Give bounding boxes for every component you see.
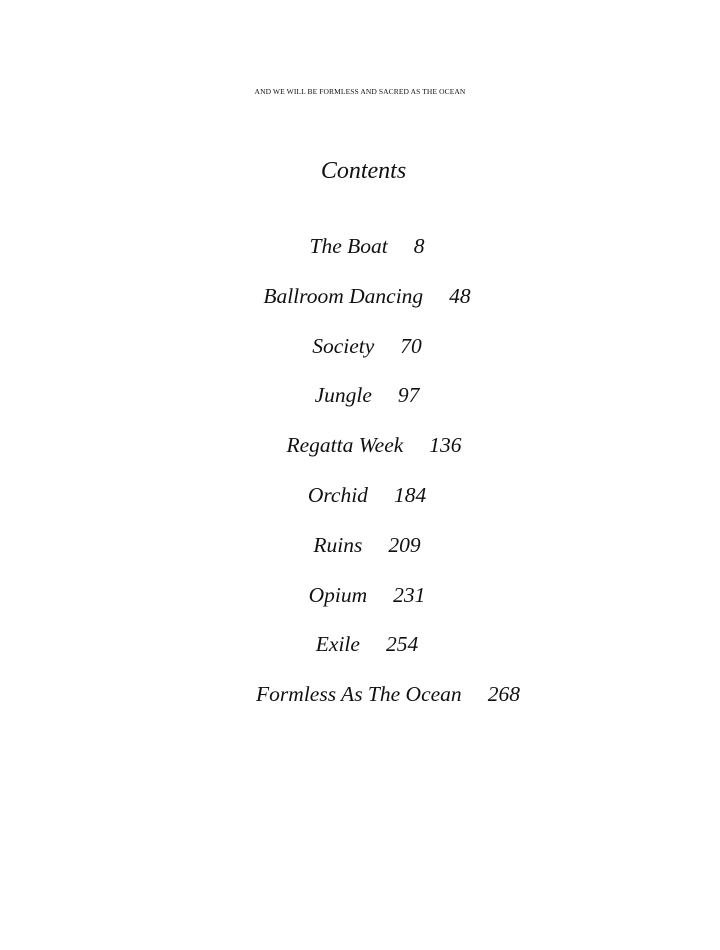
toc-entry: [0, 483, 720, 533]
toc-entry-title: Regatta Week: [286, 433, 404, 458]
toc-entry-page: 48: [449, 283, 471, 308]
toc-entry: [0, 682, 720, 732]
toc-entry-title: Orchid: [307, 482, 368, 507]
toc-entry: [0, 234, 720, 284]
toc-entry: [0, 583, 720, 633]
toc-entry: [0, 533, 720, 583]
toc-entry-page: 268: [487, 682, 520, 707]
toc-entry: [0, 284, 720, 334]
toc-entry: [0, 383, 720, 433]
toc-entry-title: Formless As The Ocean: [256, 682, 462, 707]
toc-entry-page: 136: [429, 433, 462, 458]
toc-entry-title: The Boat: [309, 234, 388, 258]
contents-title: Contents: [320, 158, 407, 184]
toc-entry: [0, 433, 720, 483]
toc-entry-page: 97: [397, 383, 420, 408]
toc-entry-page: 231: [393, 582, 426, 607]
table-of-contents: [0, 234, 720, 732]
toc-entry-title: Society: [312, 333, 375, 358]
toc-entry-title: Opium: [308, 582, 368, 607]
toc-entry-page: 8: [413, 234, 425, 258]
toc-entry-title: Ballroom Dancing: [263, 283, 424, 308]
toc-entry: [0, 632, 720, 682]
toc-entry-title: Jungle: [314, 383, 372, 408]
toc-entry-page: 209: [388, 532, 421, 557]
toc-entry-page: 184: [393, 482, 427, 507]
toc-entry-title: Exile: [315, 632, 360, 657]
running-header: AND WE WILL BE FORMLESS AND SACRED AS THE OCEAN: [254, 87, 466, 96]
toc-entry-page: 70: [400, 333, 422, 358]
toc-entry-page: 254: [385, 632, 419, 657]
toc-entry: [0, 334, 720, 384]
toc-entry-title: Ruins: [313, 532, 363, 557]
